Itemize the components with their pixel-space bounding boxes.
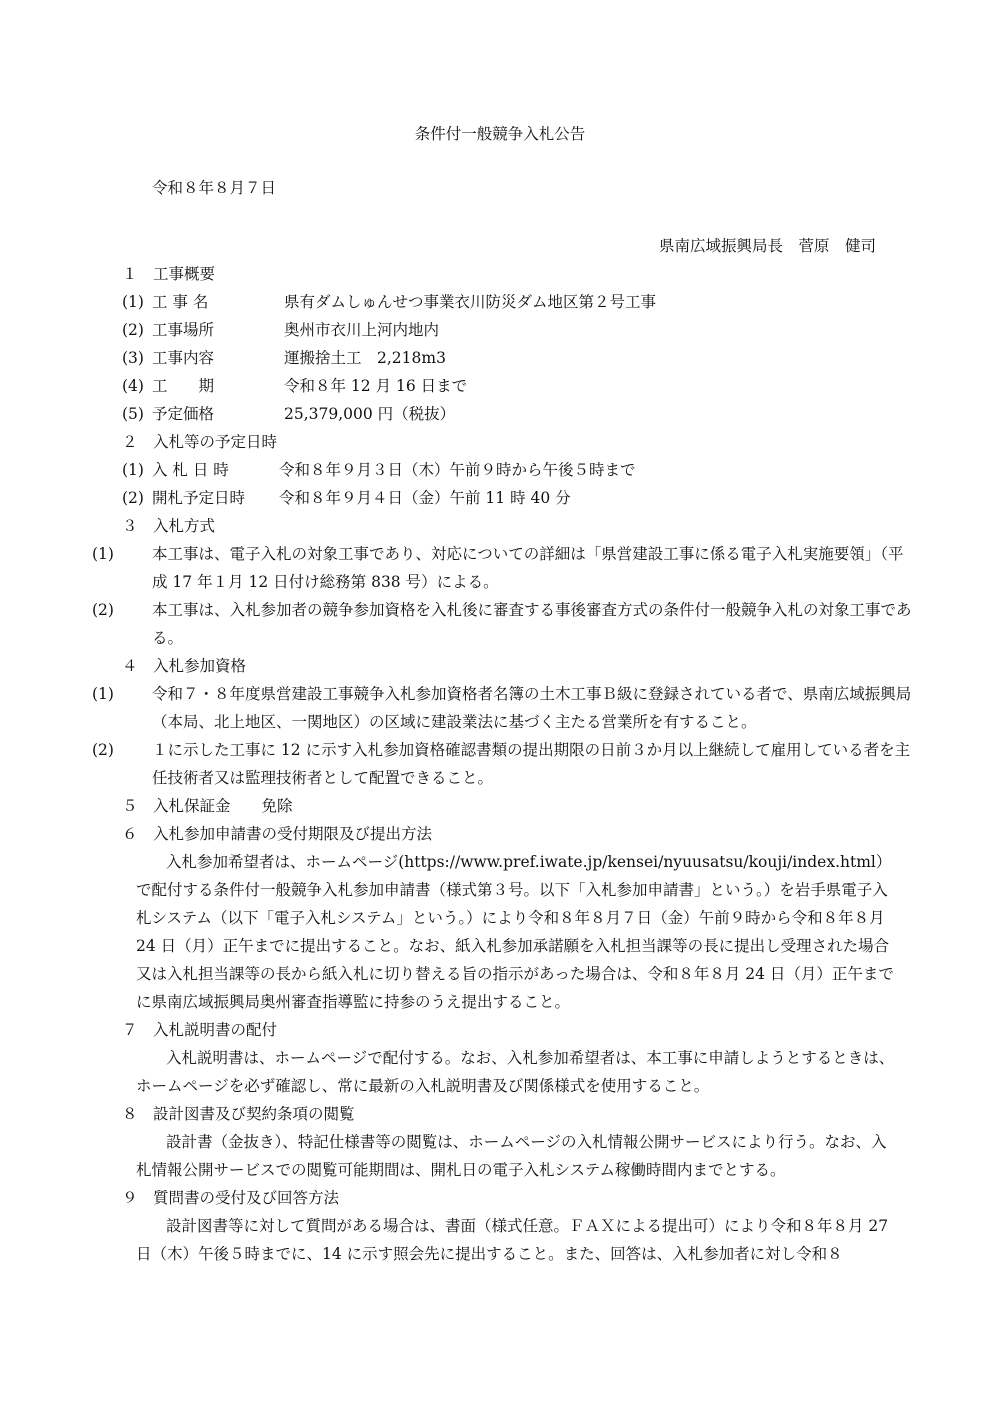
notice-date: 令和８年８月７日 <box>152 179 277 197</box>
section-4-heading: ４ 入札参加資格 <box>122 657 247 675</box>
section-2-heading: ２ 入札等の予定日時 <box>122 433 278 451</box>
issuer: 県南広域振興局長 菅原 健司 <box>658 237 876 255</box>
section-6-heading: ６ 入札参加申請書の受付期限及び提出方法 <box>122 825 433 843</box>
s1-item-3: (3) 工事内容 運搬捨土工 2,218m3 <box>122 349 446 367</box>
s3-item-1: (1) 本工事は、電子入札の対象工事であり、対応についての詳細は「県営建設工事に係る電子入札実施要領」（平成 17 年１月 12 日付け総務第 838 号）による。 <box>92 545 904 591</box>
s1-item-5: (5) 予定価格 25,379,000 円（税抜） <box>122 405 456 423</box>
document-title: 条件付一般競争入札公告 <box>414 125 586 143</box>
section-7-heading: ７ 入札説明書の配付 <box>122 1021 278 1039</box>
section-3-heading: ３ 入札方式 <box>122 517 216 535</box>
s4-item-1: (1) 令和７・８年度県営建設工事競争入札参加資格者名簿の土木工事Ｂ級に登録されている者で、県南広域振興局（本局、北上地区、一関地区）の区域に建設業法に基づく主たる営業所を有すること。 <box>92 685 912 731</box>
section-1-heading: １ 工事概要 <box>122 265 216 283</box>
s1-item-2: (2) 工事場所 奥州市衣川上河内地内 <box>122 321 440 339</box>
section-9-heading: ９ 質問書の受付及び回答方法 <box>122 1189 340 1207</box>
s8-body: 設計書（金抜き）、特記仕様書等の閲覧は、ホームページの入札情報公開サービスにより行う。なお、入札情報公開サービスでの閲覧可能期間は、開札日の電子入札システム稼働時間内までとする。 <box>136 1133 887 1179</box>
section-8-heading: ８ 設計図書及び契約条項の閲覧 <box>122 1105 355 1123</box>
s7-body: 入札説明書は、ホームページで配付する。なお、入札参加希望者は、本工事に申請しようとするときは、ホームページを必ず確認し、常に最新の入札説明書及び関係様式を使用すること。 <box>136 1049 895 1095</box>
section-5-heading: ５ 入札保証金 免除 <box>122 797 293 815</box>
s3-item-2: (2) 本工事は、入札参加者の競争参加資格を入札後に審査する事後審査方式の条件付一般競争入札の対象工事である。 <box>92 601 912 647</box>
s4-item-2: (2) １に示した工事に 12 に示す入札参加資格確認書類の提出期限の日前３か月以上継続して雇用している者を主任技術者又は監理技術者として配置できること。 <box>92 741 911 787</box>
s2-item-2: (2) 開札予定日時 令和８年９月４日（金）午前 11 時 40 分 <box>122 489 571 507</box>
s9-body: 設計図書等に対して質問がある場合は、書面（様式任意。ＦＡＸによる提出可）により令和８年８月 27 日（木）午後５時までに、14 に示す照会先に提出すること。また、回答は、入札参加者に対し令和８ <box>136 1217 889 1263</box>
s2-item-1: (1) 入 札 日 時 令和８年９月３日（木）午前９時から午後５時まで <box>122 461 636 479</box>
s6-body: 入札参加希望者は、ホームページ(https://www.pref.iwate.jp/kensei/nyuusatsu/kouji/index.html）で配付する条件付一般競争入札参加申請書（様式第３号。以下「入札参加申請書」という。）を岩手県電子入札システム（以下「電子入札システム」という。）により令和８年８月７日（金）午前９時から令和８年８月 24 日（月）正午までに提出すること。なお、紙入札参加承諾願を入札担当課等の長に提出し受理された場合又は入札担当課等の長から紙入札に切り替える旨の指示があった場合は、令和８年８月 24 日（月）正午までに県南広域振興局奥州審査指導監に持参のうえ提出すること。 <box>136 853 894 1011</box>
s1-item-1: (1) 工 事 名 県有ダムしゅんせつ事業衣川防災ダム地区第２号工事 <box>122 293 657 311</box>
s1-item-4: (4) 工 期 令和８年 12 月 16 日まで <box>122 377 468 395</box>
